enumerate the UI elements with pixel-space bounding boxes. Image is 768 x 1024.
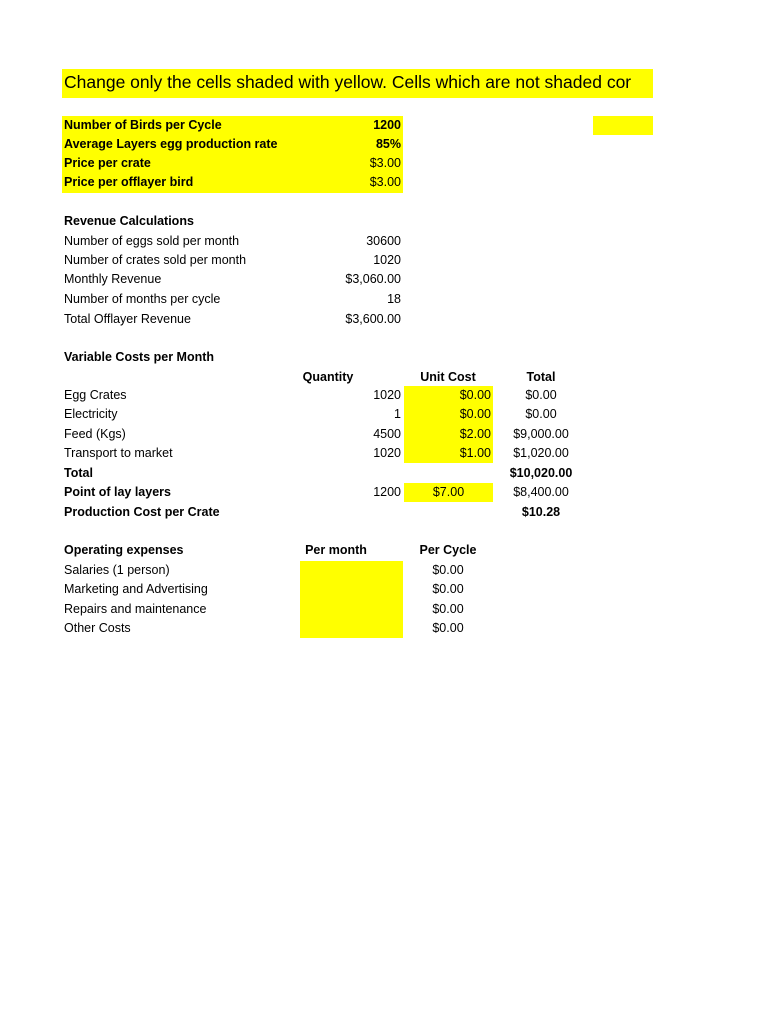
per-month-cell[interactable]	[300, 561, 403, 580]
operating-heading: Operating expenses	[64, 543, 184, 557]
pol-quantity[interactable]: 1200	[373, 485, 401, 499]
unit-cost-cell[interactable]: $2.00	[459, 427, 491, 441]
cost-total[interactable]: $0.00	[525, 407, 557, 421]
revenue-label: Number of crates sold per month	[64, 253, 247, 267]
total-label: Total	[64, 466, 93, 480]
input-label: Number of Birds per Cycle	[64, 118, 222, 132]
cost-total[interactable]: $9,000.00	[513, 427, 569, 441]
input-label: Average Layers egg production rate	[64, 137, 278, 151]
per-cycle-value[interactable]: $0.00	[432, 621, 464, 635]
per-month-cell[interactable]	[300, 580, 403, 599]
revenue-value[interactable]: $3,060.00	[345, 272, 401, 286]
cost-total[interactable]: $1,020.00	[513, 446, 569, 460]
per-cycle-value[interactable]: $0.00	[432, 563, 464, 577]
pol-unit-cost-cell[interactable]: $7.00	[432, 485, 465, 499]
operating-label: Repairs and maintenance	[64, 602, 207, 616]
production-rate-cell[interactable]: 85%	[375, 137, 401, 151]
revenue-label: Number of months per cycle	[64, 292, 221, 306]
per-cycle-value[interactable]: $0.00	[432, 582, 464, 596]
birds-per-cycle-cell[interactable]: 1200	[373, 118, 401, 132]
revenue-heading: Revenue Calculations	[64, 214, 194, 228]
pol-label: Point of lay layers	[64, 485, 171, 499]
operating-label: Marketing and Advertising	[64, 582, 208, 596]
variable-costs-heading: Variable Costs per Month	[64, 350, 215, 364]
per-month-cell[interactable]	[300, 600, 403, 619]
input-label: Price per crate	[64, 156, 151, 170]
unit-cost-cell[interactable]: $1.00	[459, 446, 491, 460]
revenue-label: Monthly Revenue	[64, 272, 162, 286]
cost-label: Feed (Kgs)	[64, 427, 126, 441]
revenue-value[interactable]: 1020	[373, 253, 401, 267]
cost-label: Electricity	[64, 407, 118, 421]
instruction-text: Change only the cells shaded with yellow. Cells which are not shaded cor	[64, 72, 632, 92]
pcpc-label: Production Cost per Crate	[64, 505, 220, 519]
pol-total[interactable]: $8,400.00	[513, 485, 569, 499]
price-per-crate-cell[interactable]: $3.00	[369, 156, 401, 170]
instruction-banner[interactable]	[62, 69, 653, 98]
cost-quantity[interactable]: 4500	[373, 427, 401, 441]
operating-label: Other Costs	[64, 621, 131, 635]
unit-cost-cell[interactable]: $0.00	[459, 388, 491, 402]
cost-quantity[interactable]: 1	[394, 407, 401, 421]
price-per-offlayer-cell[interactable]: $3.00	[369, 175, 401, 189]
col-header-quantity: Quantity	[302, 370, 354, 384]
cost-label: Transport to market	[64, 446, 173, 460]
per-month-cell[interactable]	[300, 619, 403, 638]
col-header-unit-cost: Unit Cost	[420, 370, 476, 384]
col-header-per-month: Per month	[305, 543, 367, 557]
revenue-label: Total Offlayer Revenue	[64, 312, 191, 326]
highlighted-empty-cell[interactable]	[593, 116, 653, 135]
total-value[interactable]: $10,020.00	[509, 466, 573, 480]
cost-quantity[interactable]: 1020	[373, 388, 401, 402]
input-label: Price per offlayer bird	[64, 175, 194, 189]
col-header-per-cycle: Per Cycle	[419, 543, 477, 557]
revenue-value[interactable]: 30600	[366, 234, 401, 248]
revenue-value[interactable]: 18	[387, 292, 401, 306]
cost-quantity[interactable]: 1020	[373, 446, 401, 460]
cost-total[interactable]: $0.00	[525, 388, 557, 402]
cost-label: Egg Crates	[64, 388, 127, 402]
col-header-total: Total	[526, 370, 556, 384]
revenue-value[interactable]: $3,600.00	[345, 312, 401, 326]
per-cycle-value[interactable]: $0.00	[432, 602, 464, 616]
operating-label: Salaries (1 person)	[64, 563, 170, 577]
pcpc-value[interactable]: $10.28	[521, 505, 561, 519]
unit-cost-cell[interactable]: $0.00	[459, 407, 491, 421]
revenue-label: Number of eggs sold per month	[64, 234, 240, 248]
